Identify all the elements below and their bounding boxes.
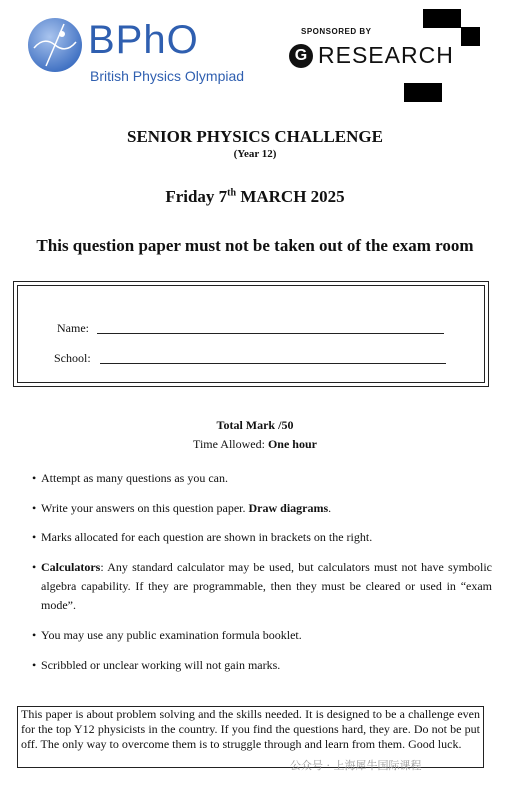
instruction-item — [32, 499, 492, 518]
time-allowed — [0, 437, 510, 452]
instruction-text — [41, 558, 492, 615]
logo-block-1 — [423, 9, 461, 28]
challenge-note-box: This paper is about problem solving and the skills needed. It is designed to be a challenge even for the top Y12 physicists in the country. If you find the questions hard, they are. Do not be put off. The only way to overcome them is to struggle through and learn from them. Good luck. — [17, 706, 484, 768]
bullet-icon: • — [32, 471, 37, 485]
instruction-item — [32, 528, 492, 547]
instruction-text: Scribbled or unclear working will not gain marks. — [41, 658, 281, 672]
bpho-logo-text: BPhO — [88, 18, 199, 62]
exam-day: Friday 7 — [165, 187, 228, 206]
instruction-item — [32, 469, 492, 488]
exam-room-warning: This question paper must not be taken out of the exam room — [36, 236, 474, 255]
bpho-logo-icon — [26, 16, 84, 74]
instruction-text: Marks allocated for each question are shown in brackets on the right. — [41, 530, 373, 544]
sponsor-label: SPONSORED BY — [301, 27, 372, 36]
logo-block-3 — [404, 83, 442, 102]
watermark-text: 公众号 · 上海犀牛国际课程 — [290, 759, 422, 772]
sponsor-name: RESEARCH — [318, 42, 454, 68]
logo-block-2 — [461, 27, 480, 46]
exam-date — [0, 187, 510, 207]
instruction-text — [41, 499, 492, 518]
total-mark: Total Mark /50 — [216, 418, 294, 432]
time-allowed-value: One hour — [267, 437, 317, 451]
page-title: SENIOR PHYSICS CHALLENGE — [126, 127, 383, 146]
instruction-emphasis: Calculators — [41, 560, 101, 574]
instruction-item — [32, 626, 492, 645]
instruction-text: Attempt as many questions as you can. — [41, 471, 228, 485]
school-label: School: — [54, 351, 91, 365]
year-subtitle: (Year 12) — [233, 148, 277, 160]
exam-day-suffix: th — [227, 187, 237, 199]
bullet-icon: • — [32, 658, 37, 672]
bullet-icon: • — [32, 501, 37, 515]
bullet-icon: • — [32, 560, 37, 574]
bullet-icon: • — [32, 628, 37, 642]
instruction-text-part: Write your answers on this question paper. — [41, 501, 249, 515]
instruction-item — [32, 558, 492, 615]
time-allowed-label: Time Allowed: — [193, 437, 268, 451]
name-label: Name: — [57, 321, 89, 335]
instruction-text: You may use any public examination formula booklet. — [41, 628, 302, 642]
instruction-text-part: . — [328, 501, 332, 515]
instruction-text-part: : Any standard calculator may be used, but calculators must not have symbolic algebra capability. If they are programmable, then they must be cleared or used in “exam mode”. — [41, 560, 492, 612]
instruction-emphasis: Draw diagrams — [248, 501, 329, 515]
exam-month-year: MARCH 2025 — [236, 187, 345, 206]
bpho-logo-subtitle: British Physics Olympiad — [90, 68, 245, 84]
bullet-icon: • — [32, 530, 37, 544]
instruction-item — [32, 656, 492, 675]
name-field[interactable] — [97, 333, 444, 334]
g-research-logo-icon: G — [289, 44, 313, 68]
school-field[interactable] — [100, 363, 446, 364]
